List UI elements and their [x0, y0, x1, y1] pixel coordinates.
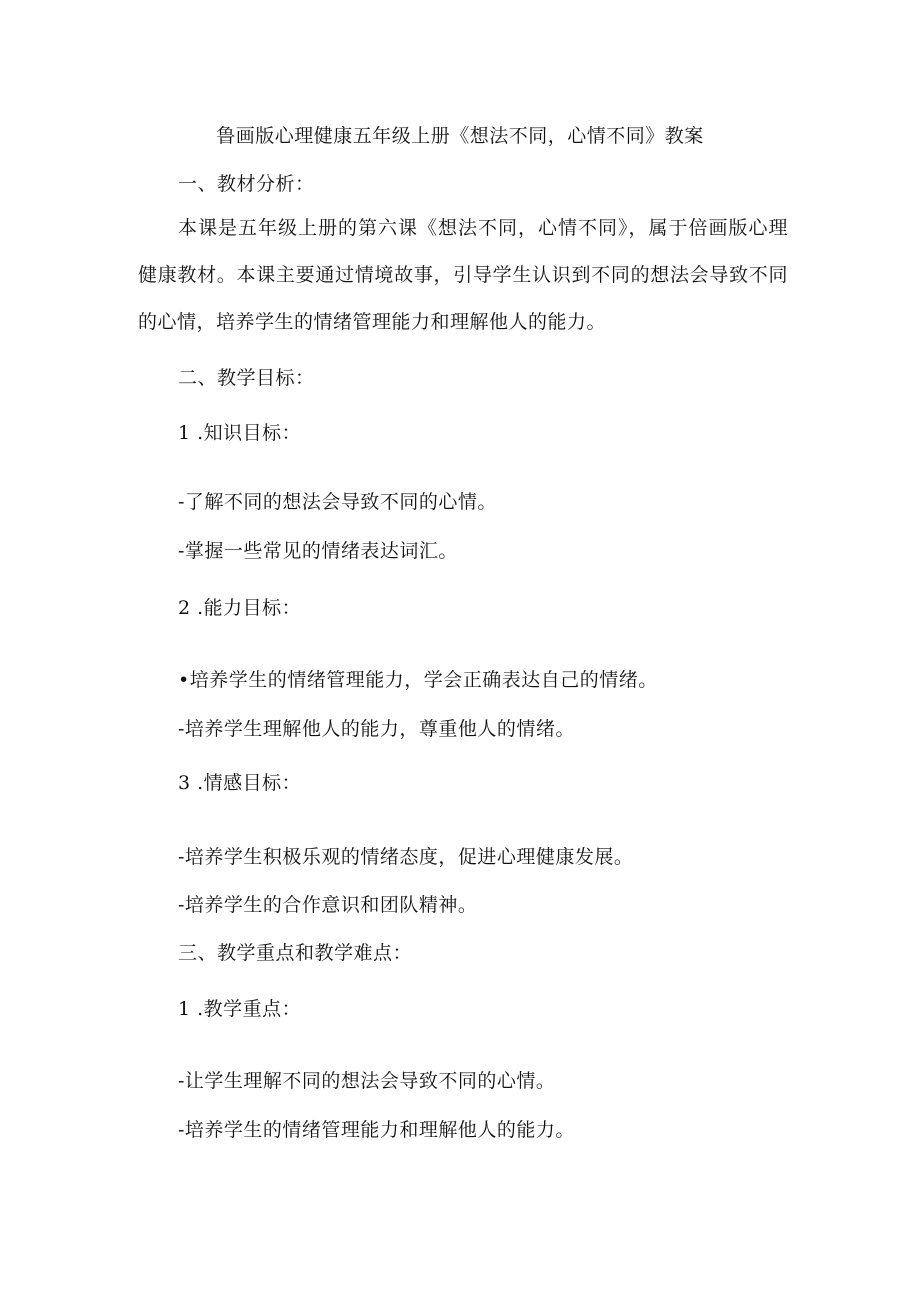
list-item: -培养学生理解他人的能力，尊重他人的情绪。	[178, 718, 575, 740]
list-item: -培养学生的情绪管理能力和理解他人的能力。	[178, 1119, 575, 1141]
section-heading-material-analysis: 一、教材分析：	[178, 173, 315, 195]
subheading-knowledge-goals: 1 .知识目标：	[178, 422, 302, 444]
material-analysis-paragraph: 本课是五年级上册的第六课《想法不同，心情不同》，属于倍画版心理健康教材。本课主要通过情境故事，引导学生认识到不同的想法会导致不同的心情，培养学生的情绪管理能力和理解他人的能力。	[138, 217, 788, 333]
section-heading-teaching-goals: 二、教学目标：	[178, 367, 315, 389]
list-item: -培养学生的合作意识和团队精神。	[178, 894, 478, 916]
list-item: -了解不同的想法会导致不同的心情。	[178, 491, 497, 513]
list-item: -掌握一些常见的情绪表达词汇。	[178, 540, 458, 562]
list-item: -培养学生积极乐观的情绪态度，促进心理健康发展。	[178, 846, 634, 868]
list-item: •培养学生的情绪管理能力，学会正确表达自己的情绪。	[178, 669, 658, 691]
section-heading-key-points: 三、教学重点和教学难点：	[178, 942, 413, 964]
list-item: -让学生理解不同的想法会导致不同的心情。	[178, 1070, 556, 1092]
subheading-ability-goals: 2 .能力目标：	[178, 597, 302, 619]
subheading-teaching-focus: 1 .教学重点：	[178, 998, 302, 1020]
document-title: 鲁画版心理健康五年级上册《想法不同，心情不同》教案	[216, 125, 704, 147]
subheading-emotional-goals: 3 .情感目标：	[178, 772, 302, 794]
